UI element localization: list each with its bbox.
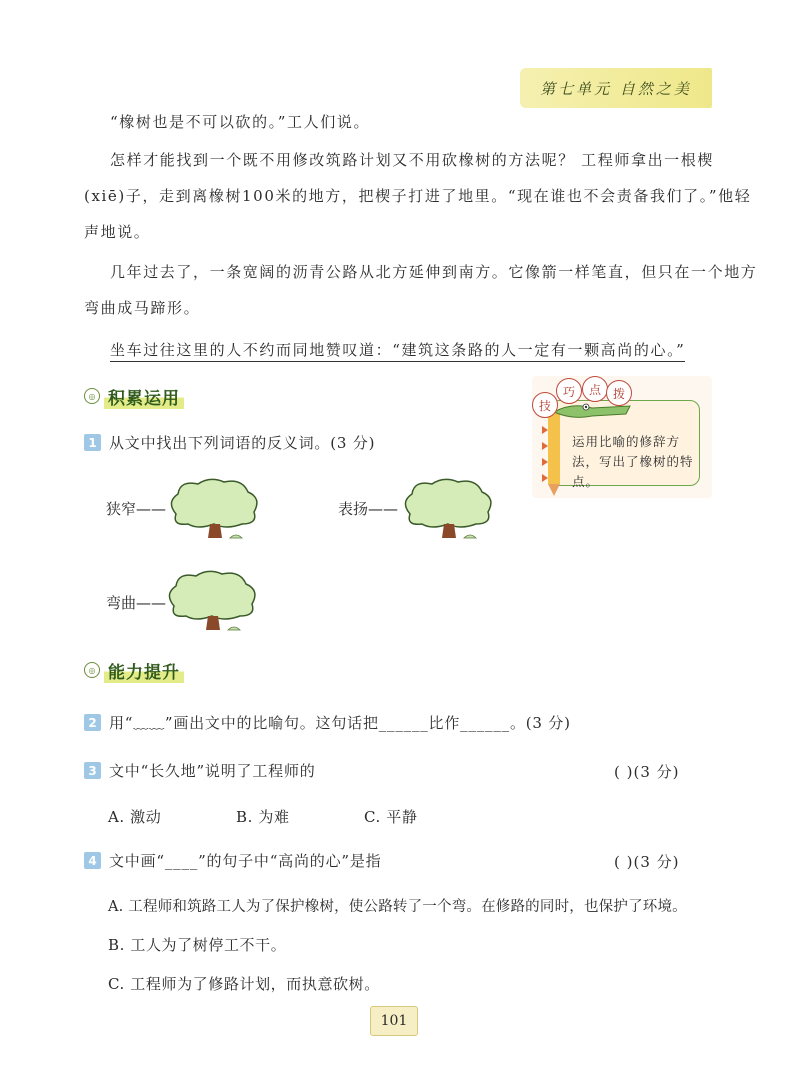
passage-paragraph-3-line-1: 几年过去了，一条宽阔的沥青公路从北方延伸到南方。它像箭一样笔直，但只在一个地方 [110,263,758,281]
word-label: 表扬 [338,500,369,518]
question-text: 从文中找出下列词语的反义词。(3 分) [109,434,376,452]
answer-blank-q4[interactable]: ( )(3 分) [614,853,680,871]
question-text: 文中画“____”的句子中“高尚的心”是指 [109,852,382,870]
question-3 [84,760,316,781]
question-number: 3 [84,762,101,779]
section-header-ability [84,656,184,684]
option-b[interactable]: B. 为难 [236,808,290,826]
word-bent: 弯曲—— [106,594,167,612]
tip-char-4: 拨 [606,380,632,406]
option-a[interactable]: A. 工程师和筑路工人为了保护橡树，使公路转了一个弯。在修路的同时，也保护了环境。 [108,899,687,915]
section-title: 能力提升 [104,658,184,683]
passage-paragraph-2-line-1: 怎样才能找到一个既不用修改筑路计划又不用砍橡树的方法呢？ 工程师拿出一根楔 [110,151,714,169]
word-narrow: 狭窄—— [106,500,167,518]
option-c[interactable]: C. 平静 [364,808,418,826]
question-2 [84,712,571,733]
question-number: 2 [84,714,101,731]
question-text: 文中“长久地”说明了工程师的 [109,762,316,780]
answer-blank-q3[interactable]: ( )(3 分) [614,763,680,781]
tip-char-1: 技 [532,392,558,418]
page-number [370,1006,418,1036]
passage-paragraph-2-line-2: (xiē)子，走到离橡树100米的地方，把楔子打进了地里。“现在谁也不会责备我们了。”他轻 [84,187,752,205]
section-header-accumulate [84,382,184,410]
underlined-sentence: 坐车过往这里的人不约而同地赞叹道：“建筑这条路的人一定有一颗高尚的心。” [110,341,685,362]
unit-title: 第七单元 自然之美 [540,79,692,98]
question-number: 4 [84,852,101,869]
passage-paragraph-4 [110,340,685,360]
tip-char-3: 点 [582,376,608,402]
option-b[interactable]: B. 工人为了树停工不干。 [108,936,287,954]
tip-box [532,376,712,498]
answer-tree-2[interactable] [400,476,498,544]
option-c[interactable]: C. 工程师为了修路计划，而执意砍树。 [108,975,380,993]
question-1 [84,432,375,453]
passage-paragraph-3-line-2: 弯曲成马蹄形。 [84,299,201,317]
page-number-text: 101 [380,1013,408,1029]
question-number: 1 [84,434,101,451]
answer-tree-1[interactable] [166,476,264,544]
pencil-icon [542,412,566,496]
answer-tree-3[interactable] [164,568,262,636]
section-bullet-icon: ◎ [84,388,100,404]
question-text: 用“﹏﹏”画出文中的比喻句。这句话把______比作______。(3 分) [109,714,571,732]
passage-paragraph-2-line-3: 声地说。 [84,223,151,241]
word-label: 狭窄 [106,500,137,518]
tip-text: 运用比喻的修辞方法，写出了橡树的特点。 [572,434,694,489]
option-a[interactable]: A. 激动 [108,808,162,826]
tip-char-2: 巧 [556,378,582,404]
passage-paragraph-1: “橡树也是不可以砍的。”工人们说。 [110,113,371,131]
section-bullet-icon: ◎ [84,662,100,678]
word-label: 弯曲 [106,594,137,612]
word-praise: 表扬—— [338,500,399,518]
section-title: 积累运用 [104,384,184,409]
question-4 [84,850,381,871]
unit-banner [520,68,712,108]
